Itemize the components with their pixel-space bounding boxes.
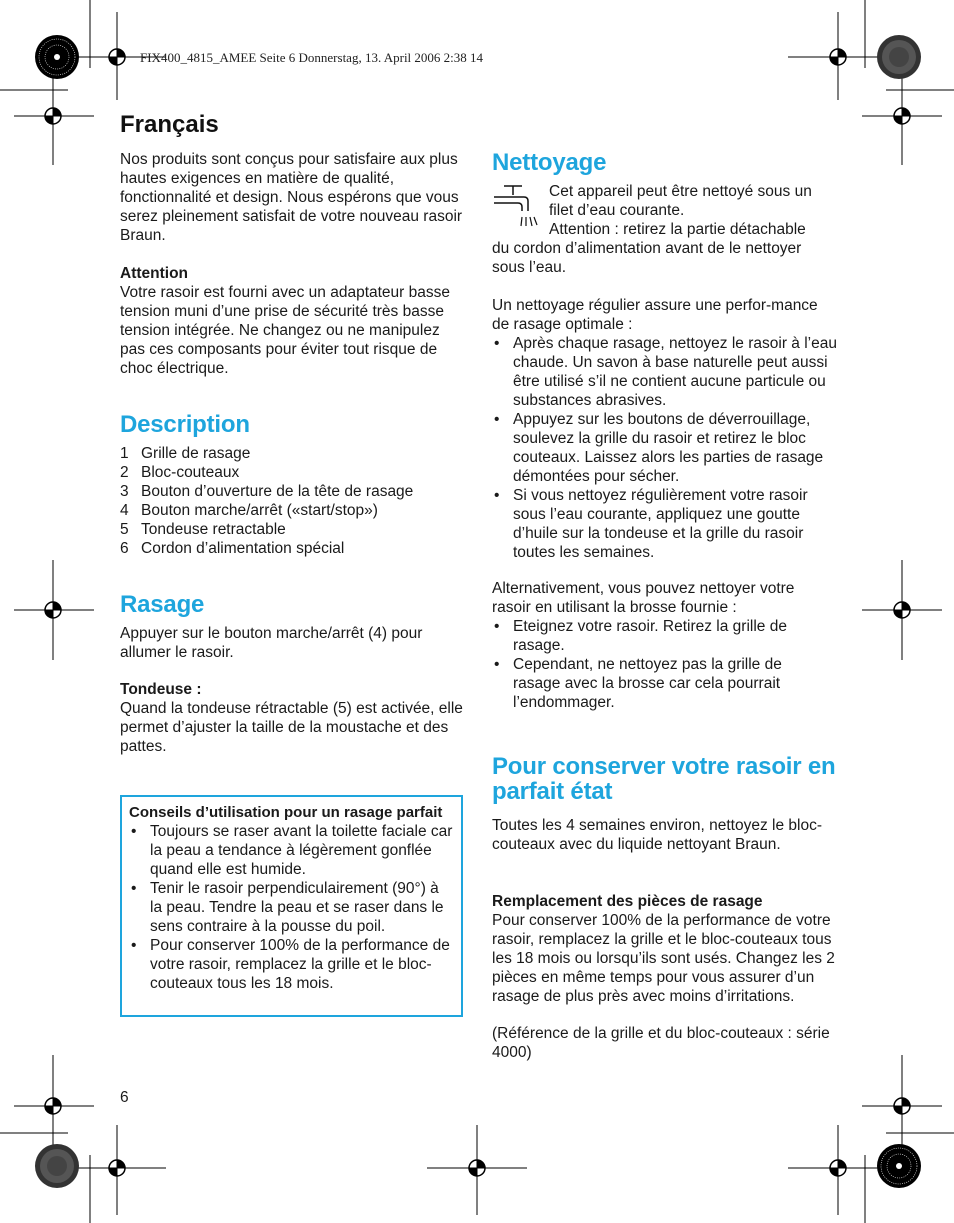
nettoyage-line2: filet d’eau courante.	[549, 202, 685, 219]
list-item: • Tenir le rasoir perpendiculairement (90°) à la peau. Tendre la peau et se raser dans le sens contraire à la pousse du poil.	[129, 879, 453, 936]
water-tap-icon	[492, 183, 542, 231]
nettoyage-heading: Nettoyage	[492, 149, 607, 176]
attention-title: Attention	[120, 265, 189, 282]
tondeuse-title: Tondeuse :	[120, 681, 202, 698]
regular-intro: Un nettoyage régulier assure une perfor-mance de rasage optimale :	[492, 297, 818, 333]
list-item: • Toujours se raser avant la toilette faciale car la peau a tendance à légèrement gonflée quand elle est humide.	[129, 822, 453, 879]
nettoyage-line1: Cet appareil peut être nettoyé sous un	[549, 183, 812, 200]
list-item: 3 Bouton d’ouverture de la tête de rasage	[120, 483, 414, 500]
nettoyage-line3: Attention : retirez la partie détachable	[549, 221, 806, 238]
nettoyage-rest: du cordon d’alimentation avant de le nettoyer sous l’eau.	[492, 240, 802, 276]
reference-text: (Référence de la grille et du bloc-couteaux : série 4000)	[492, 1025, 830, 1061]
print-header: FIX400_4815_AMEE Seite 6 Donnerstag, 13. April 2006 2:38 14	[140, 50, 484, 65]
list-item: 2 Bloc-couteaux	[120, 464, 240, 481]
tips-list	[129, 822, 453, 993]
list-item: • Après chaque rasage, nettoyez le rasoir à l’eau chaude. Un savon à base naturelle peut aussi être utilisé s’il ne contient aucune particule ou substances abrasives.	[492, 334, 837, 410]
description-heading: Description	[120, 411, 250, 438]
rasage-heading: Rasage	[120, 591, 205, 618]
replace-title: Remplacement des pièces de rasage	[492, 893, 763, 910]
attention-text: Votre rasoir est fourni avec un adaptateur basse tension muni d’une prise de sécurité très basse tension intégrée. Ne changez ou ne manipulez pas ces composants pour éviter tout risque de choc électrique.	[120, 284, 451, 377]
replace-text: Pour conserver 100% de la performance de votre rasoir, remplacez la grille et le bloc-couteaux tous les 18 mois ou lorsqu’ils sont usés. Changez les 2 pièces en même temps pour vous assurer d’un rasage de plus près avec moins d’irritations.	[492, 912, 835, 1005]
tondeuse-text: Quand la tondeuse rétractable (5) est activée, elle permet d’ajuster la taille de la moustache et des pattes.	[120, 700, 463, 755]
regular-list	[492, 334, 837, 562]
list-item: 1 Grille de rasage	[120, 445, 251, 462]
list-item: • Cependant, ne nettoyez pas la grille de rasage avec la brosse car cela pourrait l’endommager.	[492, 655, 822, 712]
list-item: • Si vous nettoyez régulièrement votre rasoir sous l’eau courante, appliquez une goutte d’huile sur la tondeuse et la grille du rasoir toutes les semaines.	[492, 486, 837, 562]
parts-list	[120, 444, 465, 558]
list-item: 5 Tondeuse retractable	[120, 521, 286, 538]
rasage-text: Appuyer sur le bouton marche/arrêt (4) pour allumer le rasoir.	[120, 625, 423, 661]
page-number: 6	[120, 1089, 129, 1106]
conserver-heading: Pour conserver votre rasoir en parfait état	[492, 753, 836, 805]
tips-title: Conseils d’utilisation pour un rasage parfait	[129, 804, 443, 821]
conserver-text: Toutes les 4 semaines environ, nettoyez le bloc-couteaux avec du liquide nettoyant Braun.	[492, 817, 822, 853]
list-item: • Pour conserver 100% de la performance de votre rasoir, remplacez la grille et le bloc-couteaux tous les 18 mois.	[129, 936, 453, 993]
list-item: 4 Bouton marche/arrêt («start/stop»)	[120, 502, 378, 519]
intro-text: Nos produits sont conçus pour satisfaire aux plus hautes exigences en matière de qualité, fonctionnalité et design. Nous espérons que vous serez pleinement satisfait de votre nouveau rasoir Braun.	[120, 151, 463, 244]
tips-box	[120, 795, 463, 1017]
language-heading: Français	[120, 111, 219, 138]
list-item: • Appuyez sur les boutons de déverrouillage, soulevez la grille du rasoir et retirez le bloc couteaux. Laissez alors les parties de rasage démontées pour sécher.	[492, 410, 837, 486]
alt-intro: Alternativement, vous pouvez nettoyer votre rasoir en utilisant la brosse fournie :	[492, 580, 795, 616]
list-item: 6 Cordon d’alimentation spécial	[120, 540, 345, 557]
list-item: • Eteignez votre rasoir. Retirez la grille de rasage.	[492, 617, 822, 655]
alt-list	[492, 617, 822, 712]
